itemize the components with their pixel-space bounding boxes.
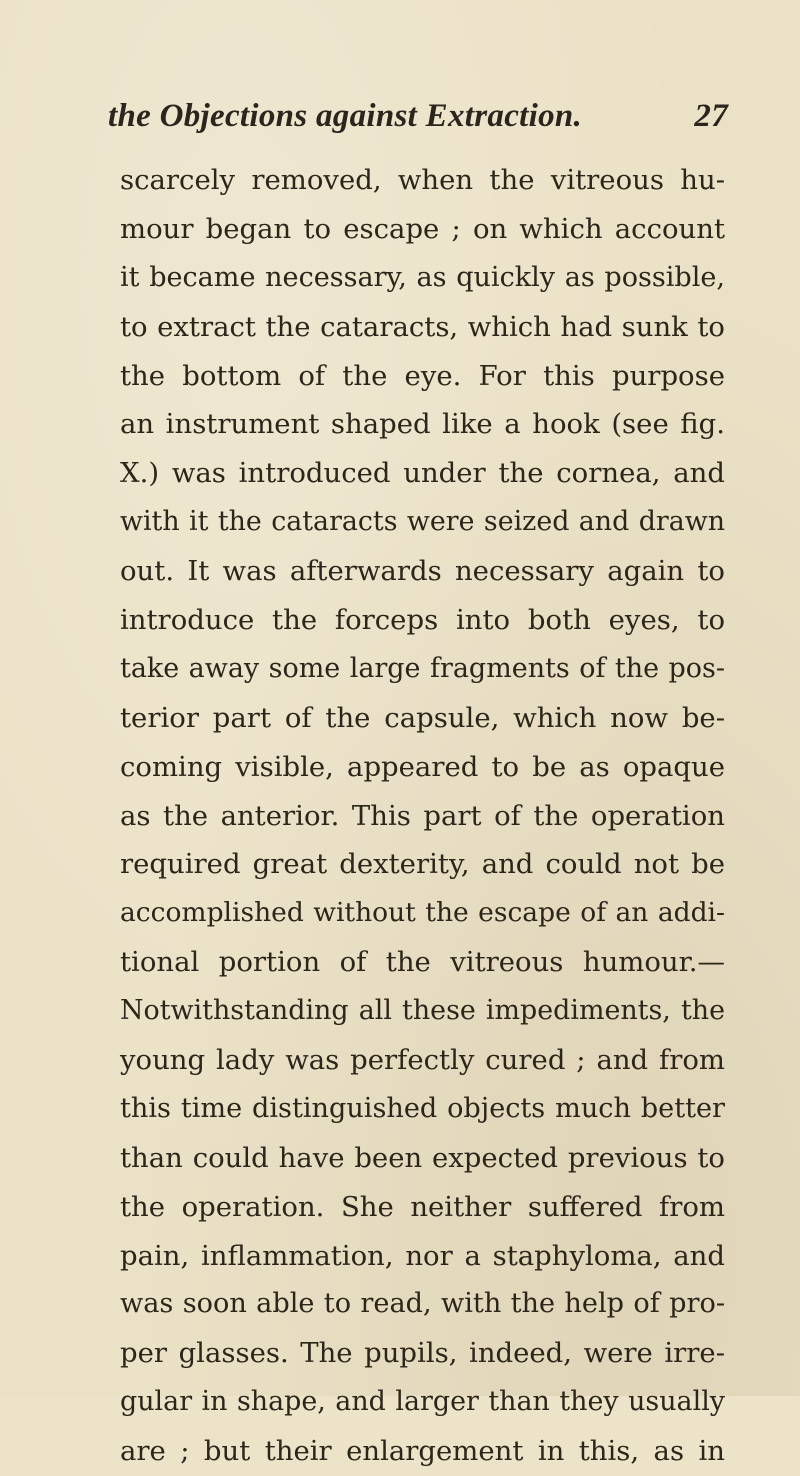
running-title: the Objections against Extraction. xyxy=(108,98,583,134)
text-line: introduce the forceps into both eyes, to xyxy=(120,604,725,637)
text-line: the operation. She neither suffered from xyxy=(120,1190,725,1223)
text-line: the bottom of the eye. For this purpose xyxy=(120,359,725,392)
text-line: coming visible, appeared to be as opaque xyxy=(120,750,725,783)
page-number: 27 xyxy=(694,98,728,134)
text-line: tional portion of the vitreous humour.— xyxy=(120,946,725,979)
text-line: out. It was afterwards necessary again to xyxy=(120,555,725,588)
text-line: X.) was introduced under the cornea, and xyxy=(120,457,725,490)
text-line: pain, inflammation, nor a staphyloma, and xyxy=(120,1239,725,1272)
text-line: was soon able to read, with the help of pro- xyxy=(120,1288,725,1320)
text-line: take away some large fragments of the pos- xyxy=(120,652,725,684)
text-line: scarcely removed, when the vitreous hu- xyxy=(120,164,725,196)
text-line: as the anterior. This part of the operation xyxy=(120,799,725,832)
text-line: an instrument shaped like a hook (see fig. xyxy=(120,408,725,441)
text-line: with it the cataracts were seized and drawn xyxy=(120,506,725,538)
text-line: required great dexterity, and could not be xyxy=(120,848,725,881)
text-line: gular in shape, and larger than they usually xyxy=(120,1386,725,1418)
running-header xyxy=(108,86,728,146)
text-line: than could have been expected previous to xyxy=(120,1141,725,1174)
text-line: it became necessary, as quickly as possible, xyxy=(120,261,725,293)
text-line: accomplished without the escape of an addi- xyxy=(120,897,725,929)
text-line: terior part of the capsule, which now be- xyxy=(120,701,725,734)
text-line: to extract the cataracts, which had sunk to xyxy=(120,310,725,343)
text-line: per glasses. The pupils, indeed, were irre- xyxy=(120,1337,725,1370)
text-line: Notwithstanding all these impediments, the xyxy=(120,995,725,1027)
text-line: mour began to escape ; on which account xyxy=(120,212,725,245)
body-text xyxy=(120,156,725,1476)
text-line: this time distinguished objects much better xyxy=(120,1092,725,1124)
text-line: young lady was perfectly cured ; and from xyxy=(120,1044,725,1077)
text-line: are ; but their enlargement in this, as in xyxy=(120,1435,725,1468)
